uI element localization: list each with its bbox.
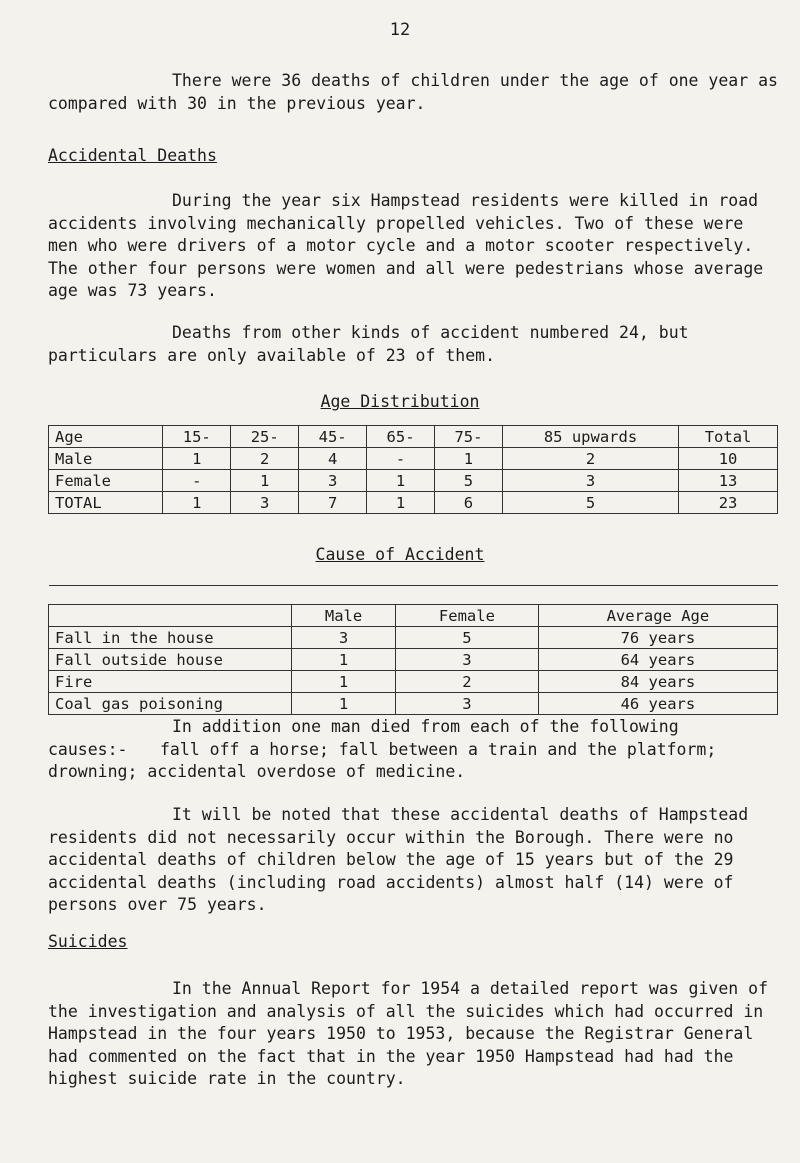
paragraph-infant-deaths: There were 36 deaths of children under the age of one year as compared with 30 in the previous year. — [48, 71, 778, 113]
table-cell: 64 years — [538, 649, 777, 671]
table-cell: 1 — [231, 470, 299, 492]
table-header-cell: 75- — [435, 426, 503, 448]
table-row — [49, 627, 778, 649]
cause-of-accident-caption: Cause of Accident — [315, 545, 485, 564]
table-cell: 5 — [502, 492, 678, 514]
table-cell: 10 — [679, 448, 778, 470]
causes-line: In addition one man died from each of the following — [172, 717, 679, 736]
paragraph-noted: It will be noted that these accidental deaths of Hampstead residents did not necessarily occur within the Borough. There were no accidental deaths of children below the age of 15 years but of the 29 accidental deaths (including road accidents) almost half (14) were of persons over 75 years. — [48, 805, 749, 914]
table-cell: Fire — [49, 671, 292, 693]
table-rule-cell — [49, 586, 292, 605]
table-cell: 3 — [299, 470, 367, 492]
table-cell: - — [367, 448, 435, 470]
table-cell: Fall outside house — [49, 649, 292, 671]
table-cell: 5 — [435, 470, 503, 492]
table-rule-cell — [538, 586, 777, 605]
table-header-cell: 65- — [367, 426, 435, 448]
age-distribution-caption: Age Distribution — [320, 392, 480, 411]
table-row — [49, 470, 778, 492]
table-cell: 23 — [679, 492, 778, 514]
causes-label: causes:- — [48, 739, 128, 759]
causes-list: fall off a horse; fall between a train and the platform; — [160, 739, 717, 759]
causes-line — [48, 739, 778, 762]
table-rule-cell — [292, 586, 396, 605]
table-cell: 1 — [163, 448, 231, 470]
table-header-cell: Total — [679, 426, 778, 448]
table-header-cell: Age — [49, 426, 163, 448]
table-row — [49, 492, 778, 514]
table-cell: 3 — [292, 627, 396, 649]
table-cell: 5 — [396, 627, 539, 649]
table-row — [49, 693, 778, 715]
table-header-row — [49, 426, 778, 448]
table-cell: 1 — [435, 448, 503, 470]
table-cell: 1 — [292, 649, 396, 671]
table-cell: 46 years — [538, 693, 777, 715]
table-cell: 3 — [502, 470, 678, 492]
table-cell: 1 — [367, 470, 435, 492]
table-cell: 1 — [292, 671, 396, 693]
table-cell: 7 — [299, 492, 367, 514]
paragraph-other-causes — [48, 716, 778, 784]
table-cell: 3 — [396, 693, 539, 715]
table-cell: 84 years — [538, 671, 777, 693]
table-header-cell — [49, 605, 292, 627]
table-cell: 13 — [679, 470, 778, 492]
table-cell: - — [163, 470, 231, 492]
table-cell: 2 — [502, 448, 678, 470]
table-cell: 3 — [396, 649, 539, 671]
table-cell: 76 years — [538, 627, 777, 649]
table-cell: 3 — [231, 492, 299, 514]
table-row — [49, 649, 778, 671]
table-cell: Male — [49, 448, 163, 470]
paragraph-other-accidents: Deaths from other kinds of accident numbered 24, but particulars are only available of 23 of them. — [48, 323, 689, 365]
table-header-cell: Average Age — [538, 605, 777, 627]
heading-suicides: Suicides — [48, 932, 128, 951]
table-header-cell: 85 upwards — [502, 426, 678, 448]
table-header-cell: 45- — [299, 426, 367, 448]
table-cell: 6 — [435, 492, 503, 514]
table-rule-cell — [396, 586, 539, 605]
table-row — [49, 671, 778, 693]
table-rule-row — [49, 586, 778, 605]
table-header-cell: 15- — [163, 426, 231, 448]
table-cell: 1 — [367, 492, 435, 514]
heading-accidental-deaths: Accidental Deaths — [48, 146, 217, 165]
table-header-cell: 25- — [231, 426, 299, 448]
table-cell: Female — [49, 470, 163, 492]
paragraph-suicides: In the Annual Report for 1954 a detailed report was given of the investigation and analysis of all the suicides which had occurred in Hampstead in the four years 1950 to 1953, because the Registrar General had commented on the fact that in the year 1950 Hampstead had had the highest suicide rate in the country. — [48, 979, 769, 1088]
table-header-cell: Female — [396, 605, 539, 627]
table-cell: 1 — [292, 693, 396, 715]
age-distribution-table — [48, 425, 778, 514]
table-row — [49, 448, 778, 470]
table-header-row — [49, 605, 778, 627]
paragraph-road-accidents: During the year six Hampstead residents were killed in road accidents involving mechanically propelled vehicles. Two of these were men who were drivers of a motor cycle and a motor scooter respectively. The other four persons were women and all were pedestrians whose average age was 73 years. — [48, 191, 764, 300]
table-cell: 2 — [231, 448, 299, 470]
cause-of-accident-table — [48, 585, 778, 715]
causes-line: drowning; accidental overdose of medicine. — [48, 762, 466, 781]
table-cell: Fall in the house — [49, 627, 292, 649]
table-cell: Coal gas poisoning — [49, 693, 292, 715]
page-number: 12 — [389, 20, 411, 40]
table-cell: TOTAL — [49, 492, 163, 514]
table-cell: 1 — [163, 492, 231, 514]
table-header-cell: Male — [292, 605, 396, 627]
table-cell: 4 — [299, 448, 367, 470]
table-cell: 2 — [396, 671, 539, 693]
